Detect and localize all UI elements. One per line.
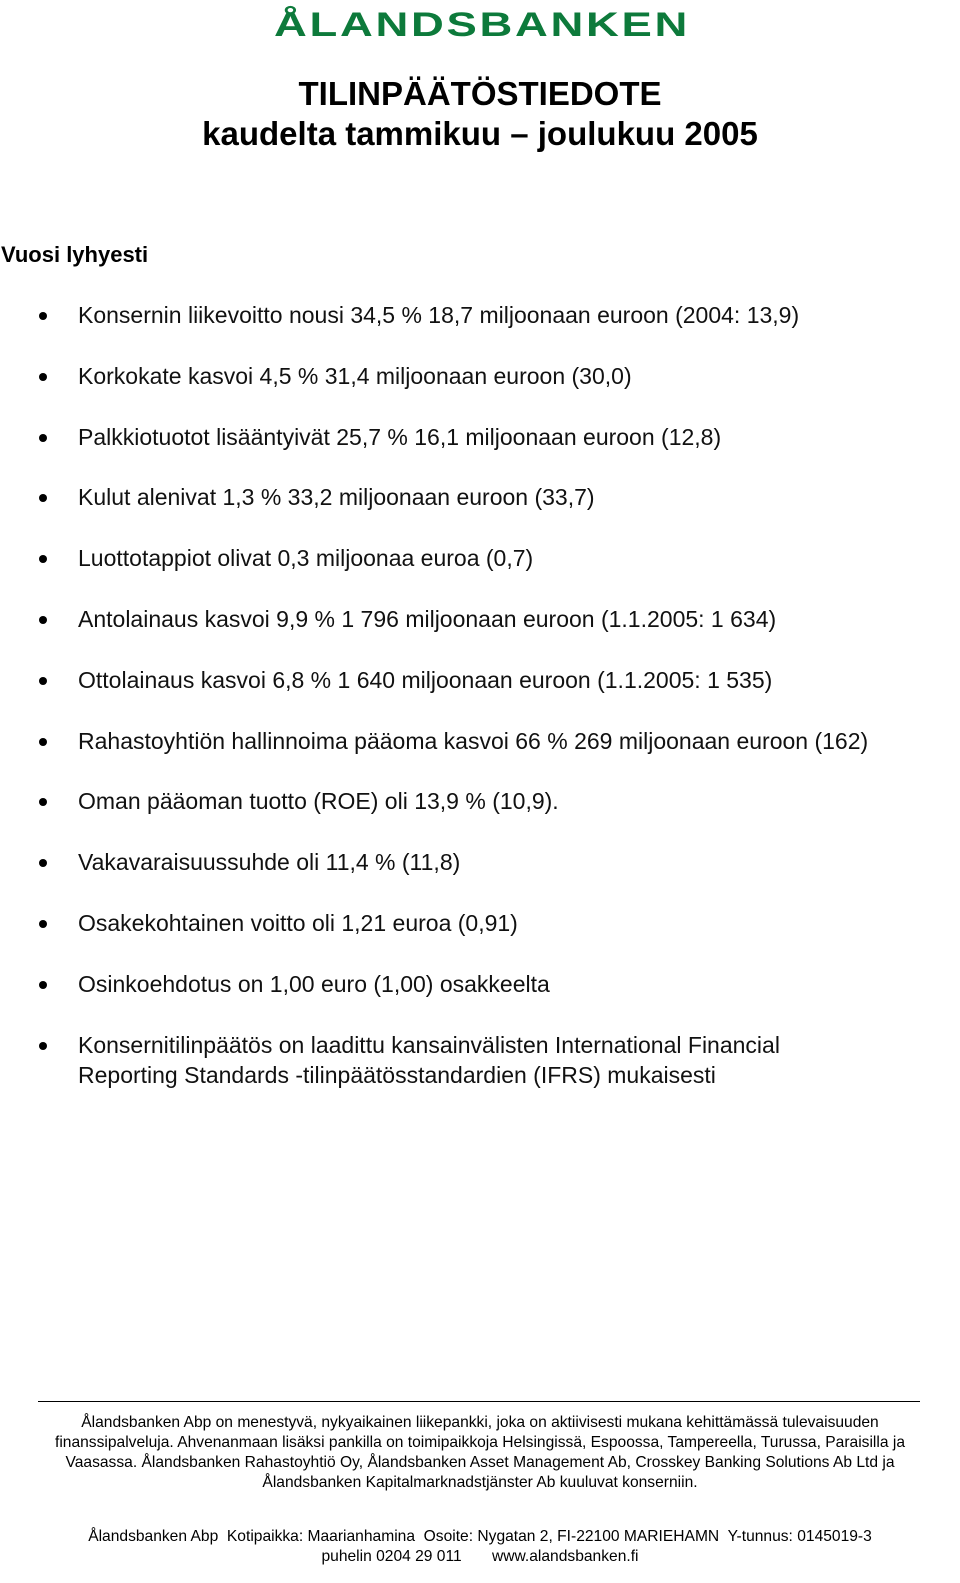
list-item <box>0 1030 878 1090</box>
footer-about-line: Ålandsbanken Kapitalmarknadstjänster Ab kuuluvat konserniin. <box>262 1474 698 1491</box>
list-item-text: Kulut alenivat 1,3 % 33,2 miljoonaan euroon (33,7) <box>78 484 595 511</box>
footer-contact-info <box>0 1527 960 1567</box>
list-item <box>0 422 960 452</box>
list-item <box>0 300 960 330</box>
title-line-2: kaudelta tammikuu – joulukuu 2005 <box>202 115 758 152</box>
bullet-icon <box>39 373 47 381</box>
list-item <box>0 908 960 938</box>
list-item <box>0 786 960 816</box>
bullet-icon <box>39 738 47 746</box>
footer-phone-web-line: puhelin 0204 29 011 www.alandsbanken.fi <box>321 1548 639 1565</box>
list-item-text: Rahastoyhtiön hallinnoima pääoma kasvoi 66 % 269 miljoonaan euroon (162) <box>78 727 869 754</box>
footer-company-description <box>0 1413 960 1493</box>
list-item <box>0 604 960 634</box>
list-item-text: Oman pääoman tuotto (ROE) oli 13,9 % (10,9). <box>78 788 559 815</box>
list-item <box>0 482 960 512</box>
bullet-icon <box>39 1042 47 1050</box>
list-item <box>0 543 960 573</box>
list-item-text: Ottolainaus kasvoi 6,8 % 1 640 miljoonaan euroon (1.1.2005: 1 535) <box>78 666 773 693</box>
list-item <box>0 969 960 999</box>
list-item <box>0 847 960 877</box>
bullet-icon <box>39 555 47 563</box>
section-heading: Vuosi lyhyesti <box>1 242 149 267</box>
bullet-icon <box>39 677 47 685</box>
logo-wordmark: ÅLANDSBANKEN <box>274 6 690 38</box>
footer-divider <box>38 1401 920 1402</box>
list-item-text: Vakavaraisuussuhde oli 11,4 % (11,8) <box>78 849 461 876</box>
list-item-text: Antolainaus kasvoi 9,9 % 1 796 miljoonaan euroon (1.1.2005: 1 634) <box>78 605 777 632</box>
footer-address-line: Ålandsbanken Abp Kotipaikka: Maarianhamina Osoite: Nygatan 2, FI-22100 MARIEHAMN Y-tunnus: 0145019-3 <box>88 1528 872 1545</box>
footer-about-line: finanssipalveluja. Ahvenanmaan lisäksi pankilla on toimipaikkoja Helsingissä, Espoossa, Tampereella, Turussa, Paraisilla ja <box>54 1434 906 1451</box>
bullet-icon <box>39 859 47 867</box>
footer-about-line: Ålandsbanken Abp on menestyvä, nykyaikainen liikepankki, joka on aktiivisesti mukana kehittämässä tulevaisuuden <box>81 1414 879 1431</box>
list-item-text: Korkokate kasvoi 4,5 % 31,4 miljoonaan euroon (30,0) <box>78 362 632 389</box>
bullet-icon <box>39 920 47 928</box>
list-item-text: Konsernin liikevoitto nousi 34,5 % 18,7 miljoonaan euroon (2004: 13,9) <box>78 302 800 328</box>
bullet-icon <box>39 981 47 989</box>
bullet-icon <box>39 434 47 442</box>
bullet-icon <box>39 494 47 502</box>
list-item-text: Konsernitilinpäätös on laadittu kansainvälisten International Financial Reporting Standards -tilinpäätösstandardien (IFRS) mukaisesti <box>78 1031 780 1088</box>
bullet-icon <box>39 616 47 624</box>
title-line-1: TILINPÄÄTÖSTIEDOTE <box>298 75 662 112</box>
list-item <box>0 726 960 756</box>
bullet-icon <box>39 312 47 320</box>
highlights-list <box>0 300 960 1120</box>
alandsbanken-logo <box>272 4 692 38</box>
list-item-text: Luottotappiot olivat 0,3 miljoonaa euroa (0,7) <box>78 545 534 572</box>
bullet-icon <box>39 798 47 806</box>
document-title <box>0 74 960 154</box>
list-item-text: Osinkoehdotus on 1,00 euro (1,00) osakkeelta <box>78 970 550 997</box>
footer-about-line: Vaasassa. Ålandsbanken Rahastoyhtiö Oy, Ålandsbanken Asset Management Ab, Crosskey Banking Solutions Ab Ltd ja <box>65 1454 895 1471</box>
list-item <box>0 665 960 695</box>
list-item-text: Palkkiotuotot lisääntyivät 25,7 % 16,1 miljoonaan euroon (12,8) <box>78 423 722 450</box>
list-item <box>0 361 960 391</box>
list-item-text: Osakekohtainen voitto oli 1,21 euroa (0,91) <box>78 909 518 936</box>
